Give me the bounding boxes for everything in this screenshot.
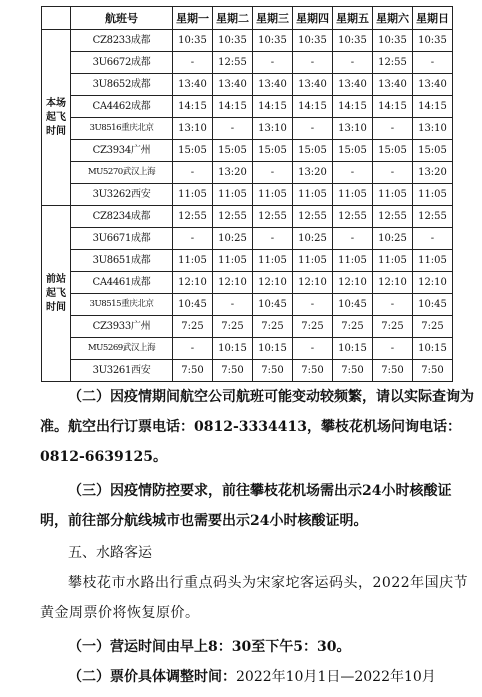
time-cell: - bbox=[373, 338, 413, 360]
time-cell: 12:10 bbox=[213, 272, 253, 294]
time-cell: 7:25 bbox=[173, 316, 213, 338]
time-cell: 11:05 bbox=[213, 184, 253, 206]
table-row bbox=[42, 118, 453, 140]
time-cell: 13:10 bbox=[173, 118, 213, 140]
time-cell: 11:05 bbox=[413, 184, 453, 206]
time-cell: 10:35 bbox=[213, 30, 253, 52]
time-cell: 11:05 bbox=[333, 184, 373, 206]
time-cell: 12:55 bbox=[213, 206, 253, 228]
table-row bbox=[42, 228, 453, 250]
header-sunday: 星期日 bbox=[413, 7, 453, 30]
time-cell: - bbox=[413, 228, 453, 250]
time-cell: 14:15 bbox=[173, 96, 213, 118]
time-cell: 15:05 bbox=[413, 140, 453, 162]
header-friday: 星期五 bbox=[333, 7, 373, 30]
time-cell: 10:45 bbox=[173, 294, 213, 316]
header-thursday: 星期四 bbox=[293, 7, 333, 30]
time-cell: 13:10 bbox=[253, 118, 293, 140]
flight-number-cell: 3U3262西安 bbox=[71, 184, 173, 206]
time-cell: - bbox=[173, 228, 213, 250]
header-saturday: 星期六 bbox=[373, 7, 413, 30]
time-cell: 15:05 bbox=[173, 140, 213, 162]
time-cell: 10:15 bbox=[413, 338, 453, 360]
header-tuesday: 星期二 bbox=[213, 7, 253, 30]
table-row bbox=[42, 206, 453, 228]
flight-number-cell: 3U8652成都 bbox=[71, 74, 173, 96]
time-cell: 12:55 bbox=[413, 206, 453, 228]
time-cell: 11:05 bbox=[413, 250, 453, 272]
table-body bbox=[42, 30, 453, 382]
section-heading-water: 五、水路客运 bbox=[68, 545, 152, 561]
time-cell: 13:20 bbox=[413, 162, 453, 184]
header-wednesday: 星期三 bbox=[253, 7, 293, 30]
time-cell: 12:10 bbox=[293, 272, 333, 294]
time-cell: - bbox=[413, 52, 453, 74]
table-row bbox=[42, 316, 453, 338]
time-cell: 15:05 bbox=[293, 140, 333, 162]
time-cell: 10:15 bbox=[213, 338, 253, 360]
flight-number-cell: CA4462成都 bbox=[71, 96, 173, 118]
time-cell: 15:05 bbox=[333, 140, 373, 162]
corner-cell bbox=[42, 7, 71, 30]
time-cell: 13:10 bbox=[333, 118, 373, 140]
time-cell: - bbox=[253, 228, 293, 250]
header-flight: 航班号 bbox=[71, 7, 173, 30]
flight-number-cell: MU5269武汉上海 bbox=[71, 338, 173, 360]
time-cell: - bbox=[253, 52, 293, 74]
time-cell: 13:40 bbox=[173, 74, 213, 96]
time-cell: 11:05 bbox=[373, 184, 413, 206]
table-row bbox=[42, 184, 453, 206]
flight-number-cell: 3U6672成都 bbox=[71, 52, 173, 74]
flight-schedule-table bbox=[41, 6, 453, 382]
flight-number-cell: CA4461成都 bbox=[71, 272, 173, 294]
time-cell: 12:10 bbox=[333, 272, 373, 294]
table-header-row bbox=[42, 7, 453, 30]
time-cell: 7:25 bbox=[373, 316, 413, 338]
time-cell: 7:25 bbox=[253, 316, 293, 338]
water-operating-hours: （一）营运时间由早上8：30至下午5：30。 bbox=[68, 639, 351, 655]
time-cell: 12:55 bbox=[173, 206, 213, 228]
table-row bbox=[42, 162, 453, 184]
time-cell: - bbox=[293, 338, 333, 360]
time-cell: - bbox=[173, 162, 213, 184]
flight-number-cell: CZ8234成都 bbox=[71, 206, 173, 228]
time-cell: 12:55 bbox=[253, 206, 293, 228]
time-cell: 11:05 bbox=[333, 250, 373, 272]
time-cell: 13:40 bbox=[333, 74, 373, 96]
note-nucleic-acid: （三）因疫情防控要求，前往攀枝花机场需出示24小时核酸证明，前往部分航线城市也需要出示24小时核酸证明。 bbox=[40, 483, 452, 529]
table-row bbox=[42, 360, 453, 382]
time-cell: 14:15 bbox=[373, 96, 413, 118]
flight-number-cell: CZ3933广州 bbox=[71, 316, 173, 338]
table-row bbox=[42, 250, 453, 272]
time-cell: 7:50 bbox=[213, 360, 253, 382]
time-cell: 12:55 bbox=[213, 52, 253, 74]
time-cell: 11:05 bbox=[293, 184, 333, 206]
table-row bbox=[42, 338, 453, 360]
time-cell: 10:35 bbox=[293, 30, 333, 52]
flight-number-cell: MU5270武汉上海 bbox=[71, 162, 173, 184]
time-cell: - bbox=[173, 52, 213, 74]
time-cell: 11:05 bbox=[173, 184, 213, 206]
time-cell: 10:15 bbox=[253, 338, 293, 360]
time-cell: 12:55 bbox=[293, 206, 333, 228]
time-cell: 10:25 bbox=[373, 228, 413, 250]
flight-number-cell: 3U8516重庆北京 bbox=[71, 118, 173, 140]
flight-number-cell: CZ8233成都 bbox=[71, 30, 173, 52]
time-cell: 13:40 bbox=[413, 74, 453, 96]
time-cell: 11:05 bbox=[253, 250, 293, 272]
time-cell: 12:55 bbox=[373, 52, 413, 74]
fare-adjustment-dates: 2022年10月1日—2022年10月 bbox=[236, 669, 436, 685]
time-cell: 7:50 bbox=[173, 360, 213, 382]
note-flight-changes: （二）因疫情期间航空公司航班可能变动较频繁，请以实际查询为准。航空出行订票电话：0812-3334413，攀枝花机场问询电话：0812-6639125。 bbox=[40, 389, 474, 465]
time-cell: 10:35 bbox=[253, 30, 293, 52]
time-cell: 7:50 bbox=[293, 360, 333, 382]
time-cell: 13:40 bbox=[293, 74, 333, 96]
time-cell: 7:50 bbox=[373, 360, 413, 382]
time-cell: 12:10 bbox=[373, 272, 413, 294]
time-cell: - bbox=[333, 162, 373, 184]
table-row bbox=[42, 272, 453, 294]
time-cell: 14:15 bbox=[333, 96, 373, 118]
time-cell: 10:45 bbox=[333, 294, 373, 316]
time-cell: 7:50 bbox=[413, 360, 453, 382]
time-cell: 13:20 bbox=[293, 162, 333, 184]
time-cell: 10:45 bbox=[413, 294, 453, 316]
group-label-previous-station bbox=[42, 206, 71, 382]
table-row bbox=[42, 96, 453, 118]
time-cell: 12:10 bbox=[173, 272, 213, 294]
time-cell: 10:25 bbox=[293, 228, 333, 250]
time-cell: 15:05 bbox=[373, 140, 413, 162]
time-cell: - bbox=[293, 294, 333, 316]
time-cell: 10:35 bbox=[333, 30, 373, 52]
time-cell: 11:05 bbox=[293, 250, 333, 272]
time-cell: 13:20 bbox=[213, 162, 253, 184]
table-row bbox=[42, 140, 453, 162]
group-label-line: 起飞 bbox=[46, 111, 66, 123]
time-cell: 10:45 bbox=[253, 294, 293, 316]
time-cell: 7:50 bbox=[333, 360, 373, 382]
time-cell: 11:05 bbox=[373, 250, 413, 272]
group-label-line: 时间 bbox=[46, 125, 66, 137]
table-row bbox=[42, 30, 453, 52]
time-cell: - bbox=[373, 118, 413, 140]
water-transport-body: 攀枝花市水路出行重点码头为宋家坨客运码头，2022年国庆节黄金周票价将恢复原价。 bbox=[40, 575, 469, 621]
time-cell: 10:15 bbox=[333, 338, 373, 360]
time-cell: - bbox=[293, 118, 333, 140]
time-cell: 7:50 bbox=[253, 360, 293, 382]
flight-number-cell: 3U8515重庆北京 bbox=[71, 294, 173, 316]
time-cell: - bbox=[253, 162, 293, 184]
header-monday: 星期一 bbox=[173, 7, 213, 30]
table-row bbox=[42, 74, 453, 96]
flight-number-cell: 3U3261西安 bbox=[71, 360, 173, 382]
time-cell: 14:15 bbox=[213, 96, 253, 118]
table-row bbox=[42, 294, 453, 316]
notes-section bbox=[40, 382, 476, 692]
fare-adjustment-label: （二）票价具体调整时间： bbox=[68, 669, 236, 685]
group-label-local-departure bbox=[42, 30, 71, 206]
time-cell: 11:05 bbox=[253, 184, 293, 206]
flight-number-cell: 3U8651成都 bbox=[71, 250, 173, 272]
time-cell: 10:35 bbox=[373, 30, 413, 52]
flight-number-cell: 3U6671成都 bbox=[71, 228, 173, 250]
time-cell: 13:40 bbox=[213, 74, 253, 96]
time-cell: 13:10 bbox=[413, 118, 453, 140]
time-cell: - bbox=[333, 52, 373, 74]
time-cell: 11:05 bbox=[173, 250, 213, 272]
time-cell: - bbox=[373, 162, 413, 184]
time-cell: 11:05 bbox=[213, 250, 253, 272]
time-cell: 14:15 bbox=[293, 96, 333, 118]
group-label-line: 本场 bbox=[46, 97, 66, 109]
time-cell: 14:15 bbox=[253, 96, 293, 118]
time-cell: - bbox=[173, 338, 213, 360]
group-label-line: 起飞 bbox=[46, 287, 66, 299]
time-cell: 10:35 bbox=[173, 30, 213, 52]
time-cell: 15:05 bbox=[213, 140, 253, 162]
group-label-line: 前站 bbox=[46, 273, 66, 285]
time-cell: 12:55 bbox=[333, 206, 373, 228]
time-cell: 7:25 bbox=[333, 316, 373, 338]
time-cell: 7:25 bbox=[413, 316, 453, 338]
time-cell: 12:55 bbox=[373, 206, 413, 228]
water-fare-adjustment bbox=[40, 662, 476, 692]
time-cell: 10:35 bbox=[413, 30, 453, 52]
time-cell: 14:15 bbox=[413, 96, 453, 118]
time-cell: 15:05 bbox=[253, 140, 293, 162]
time-cell: - bbox=[293, 52, 333, 74]
time-cell: 7:25 bbox=[213, 316, 253, 338]
time-cell: - bbox=[213, 118, 253, 140]
table-row bbox=[42, 52, 453, 74]
time-cell: 13:40 bbox=[253, 74, 293, 96]
time-cell: - bbox=[373, 294, 413, 316]
time-cell: 12:10 bbox=[253, 272, 293, 294]
group-label-line: 时间 bbox=[46, 301, 66, 313]
time-cell: 13:40 bbox=[373, 74, 413, 96]
time-cell: - bbox=[213, 294, 253, 316]
time-cell: 7:25 bbox=[293, 316, 333, 338]
time-cell: 10:25 bbox=[213, 228, 253, 250]
time-cell: 12:10 bbox=[413, 272, 453, 294]
time-cell: - bbox=[333, 228, 373, 250]
flight-number-cell: CZ3934广州 bbox=[71, 140, 173, 162]
